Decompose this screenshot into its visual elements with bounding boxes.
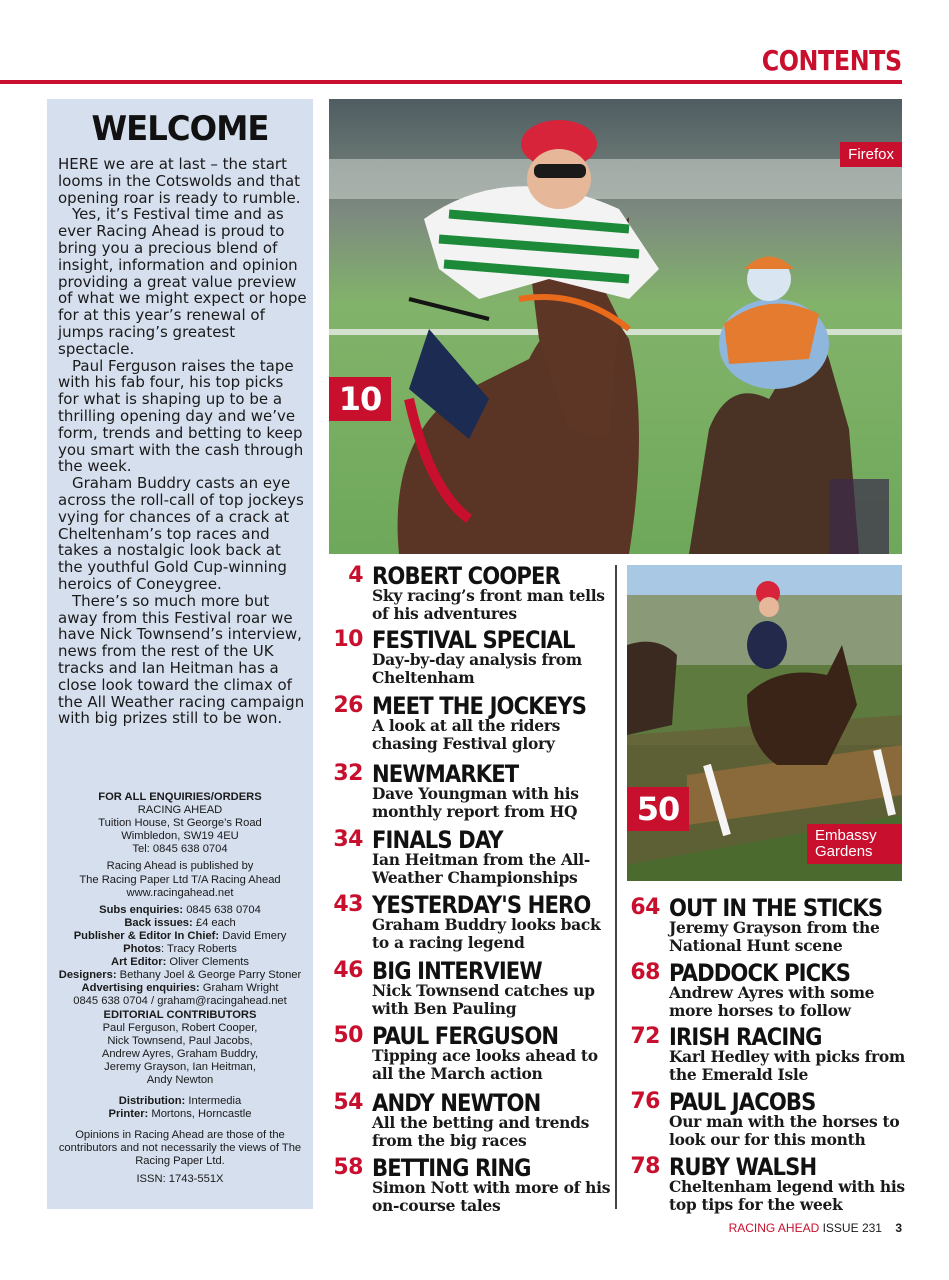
entry-title: RUBY WALSH — [669, 1153, 817, 1181]
entry-title: ROBERT COOPER — [372, 562, 560, 590]
issn: ISSN: 1743-551X — [136, 1172, 224, 1185]
welcome-sidebar — [47, 99, 313, 1209]
entry-title: ANDY NEWTON — [372, 1089, 541, 1117]
credit-role: Publisher & Editor In Chief: David Emery — [73, 929, 287, 942]
hero-page-badge: 10 — [329, 377, 391, 421]
welcome-paragraph: Paul Ferguson raises the tape with his fab four, his top picks for what is shaping up to be a thrilling opening day and we’ve form, trends and betting to keep you smart with the cash through the week. — [58, 356, 304, 476]
hero-photo — [329, 99, 902, 554]
entry-title: IRISH RACING — [669, 1023, 822, 1051]
credit-role: Advertising enquiries: Graham Wright — [81, 982, 279, 995]
contributors-line: Paul Ferguson, Robert Cooper, — [102, 1021, 258, 1034]
entry-title: PAUL JACOBS — [669, 1088, 816, 1116]
entry-page-number: 46 — [333, 958, 363, 983]
entry-page-number: 76 — [630, 1089, 660, 1114]
contributors-block — [51, 1009, 309, 1088]
entry-title: BIG INTERVIEW — [372, 957, 542, 985]
contributors-line: Andrew Ayres, Graham Buddry, — [101, 1047, 259, 1060]
entry-description: Ian Heitman from the All-Weather Championships — [372, 850, 591, 887]
entry-description: A look at all the riders chasing Festival glory — [372, 716, 561, 753]
entry-page-number: 43 — [333, 892, 363, 917]
publisher-block — [51, 860, 309, 899]
enquiries-line: Tel: 0845 638 0704 — [132, 843, 228, 856]
contributors-line: Nick Townsend, Paul Jacobs, — [107, 1034, 253, 1047]
entry-description: Karl Hedley with picks from the Emerald Isle — [669, 1047, 906, 1084]
entry-title: NEWMARKET — [372, 760, 519, 788]
entry-description: Day-by-day analysis from Cheltenham — [372, 650, 582, 687]
welcome-paragraph: HERE we are at last – the start looms in the Cotswolds and that opening roar is ready to rumble. — [58, 155, 301, 207]
contributors-line: Jeremy Grayson, Ian Heitman, — [104, 1060, 256, 1073]
credit-role: Subs enquiries: 0845 638 0704 — [99, 903, 261, 916]
masthead-credits — [51, 791, 309, 1186]
entry-page-number: 72 — [630, 1024, 660, 1049]
side-photo — [627, 565, 902, 881]
entry-title: OUT IN THE STICKS — [669, 894, 883, 922]
publisher-line: Racing Ahead is published by — [106, 860, 254, 873]
welcome-paragraph: Graham Buddry casts an eye across the roll-call of top jockeys vying for chances of a crack at Cheltenham’s top races and takes a nostalgic look back at the youthful Gold Cup-winning heroics of Coneygree. — [58, 474, 304, 593]
hero-photo-caption: Firefox — [840, 142, 902, 167]
printer-line: Printer: Mortons, Horncastle — [108, 1108, 252, 1121]
entry-page-number: 50 — [333, 1023, 363, 1048]
entry-page-number: 54 — [333, 1090, 363, 1115]
page-title: CONTENTS — [761, 44, 902, 77]
entry-description: Andrew Ayres with some more horses to follow — [669, 983, 875, 1020]
page-footer — [729, 1221, 902, 1235]
entry-description: Tipping ace looks ahead to all the March action — [372, 1046, 598, 1083]
website-link[interactable]: www.racingahead.net — [126, 886, 234, 899]
entry-description: Dave Youngman with his monthly report from HQ — [372, 784, 579, 821]
entry-description: Nick Townsend catches up with Ben Pauling — [372, 981, 595, 1018]
column-divider — [615, 565, 617, 1209]
distribution-line: Distribution: Intermedia — [118, 1095, 242, 1108]
footer-issue: ISSUE 231 — [822, 1221, 882, 1235]
entry-title: PAUL FERGUSON — [372, 1022, 559, 1050]
entry-description: Simon Nott with more of his on-course tales — [372, 1178, 611, 1215]
racing-photo-illustration — [329, 99, 902, 554]
credit-role: Photos: Tracy Roberts — [123, 943, 237, 956]
welcome-text — [58, 156, 308, 727]
enquiries-line: Wimbledon, SW19 4EU — [121, 830, 239, 843]
publisher-line: The Racing Paper Ltd T/A Racing Ahead — [79, 873, 281, 886]
entry-title: PADDOCK PICKS — [669, 959, 851, 987]
header-rule — [0, 80, 902, 84]
entry-page-number: 58 — [333, 1155, 363, 1180]
entry-page-number: 68 — [630, 960, 660, 985]
distribution-block — [51, 1095, 309, 1121]
welcome-paragraph: There’s so much more but away from this Festival roar we have Nick Townsend’s interview, news from the rest of the UK tracks and Ian Heitman has a close look toward the climax of the All Weather racing campaign with big prizes still to be won. — [58, 591, 305, 728]
disclaimer: Opinions in Racing Ahead are those of the contributors and not necessarily the views of The Racing Paper Ltd. — [58, 1129, 302, 1168]
entry-title: YESTERDAY'S HERO — [372, 891, 591, 919]
contributors-heading: EDITORIAL CONTRIBUTORS — [103, 1008, 257, 1021]
side-page-badge: 50 — [627, 787, 689, 831]
entry-title: BETTING RING — [372, 1154, 531, 1182]
entry-description: Our man with the horses to look our for this month — [669, 1112, 900, 1149]
credit-role: Art Editor: Oliver Clements — [111, 956, 249, 969]
entry-page-number: 26 — [333, 693, 363, 718]
entry-page-number: 4 — [348, 563, 363, 588]
contributors-line: Andy Newton — [146, 1073, 214, 1086]
credit-role: Designers: Bethany Joel & George Parry Stoner — [58, 969, 302, 982]
advertising-contact: 0845 638 0704 / graham@racingahead.net — [73, 995, 287, 1008]
enquiries-heading: FOR ALL ENQUIRIES/ORDERS — [98, 791, 262, 803]
enquiries-line: RACING AHEAD — [137, 804, 223, 817]
footer-brand: RACING AHEAD — [728, 1221, 820, 1235]
roles-block — [51, 904, 309, 1009]
entry-title: MEET THE JOCKEYS — [372, 692, 587, 720]
credit-role: Back issues: £4 each — [124, 916, 236, 929]
entry-title: FESTIVAL SPECIAL — [372, 626, 575, 654]
entry-title: FINALS DAY — [372, 826, 503, 854]
entry-description: Graham Buddry looks back to a racing legend — [372, 915, 601, 952]
side-photo-caption: Embassy Gardens — [807, 824, 902, 864]
entry-description: All the betting and trends from the big races — [372, 1113, 590, 1150]
welcome-title: WELCOME — [91, 109, 269, 149]
entry-page-number: 10 — [333, 627, 363, 652]
entry-page-number: 32 — [333, 761, 363, 786]
entry-page-number: 34 — [333, 827, 363, 852]
entry-description: Sky racing’s front man tells of his adventures — [372, 586, 605, 623]
entry-page-number: 78 — [630, 1154, 660, 1179]
footer-page-number: 3 — [895, 1221, 902, 1235]
entry-page-number: 64 — [630, 895, 660, 920]
welcome-paragraph: Yes, it’s Festival time and as ever Racing Ahead is proud to bring you a precious blend of insight, information and opinion providing a great value preview of what we might expect or hope for at this year’s renewal of jumps racing’s greatest spectacle. — [58, 205, 307, 358]
enquiries-block — [51, 791, 309, 856]
entry-description: Jeremy Grayson from the National Hunt scene — [669, 918, 880, 955]
entry-description: Cheltenham legend with his top tips for the week — [669, 1177, 905, 1214]
enquiries-line: Tuition House, St George’s Road — [98, 817, 262, 830]
